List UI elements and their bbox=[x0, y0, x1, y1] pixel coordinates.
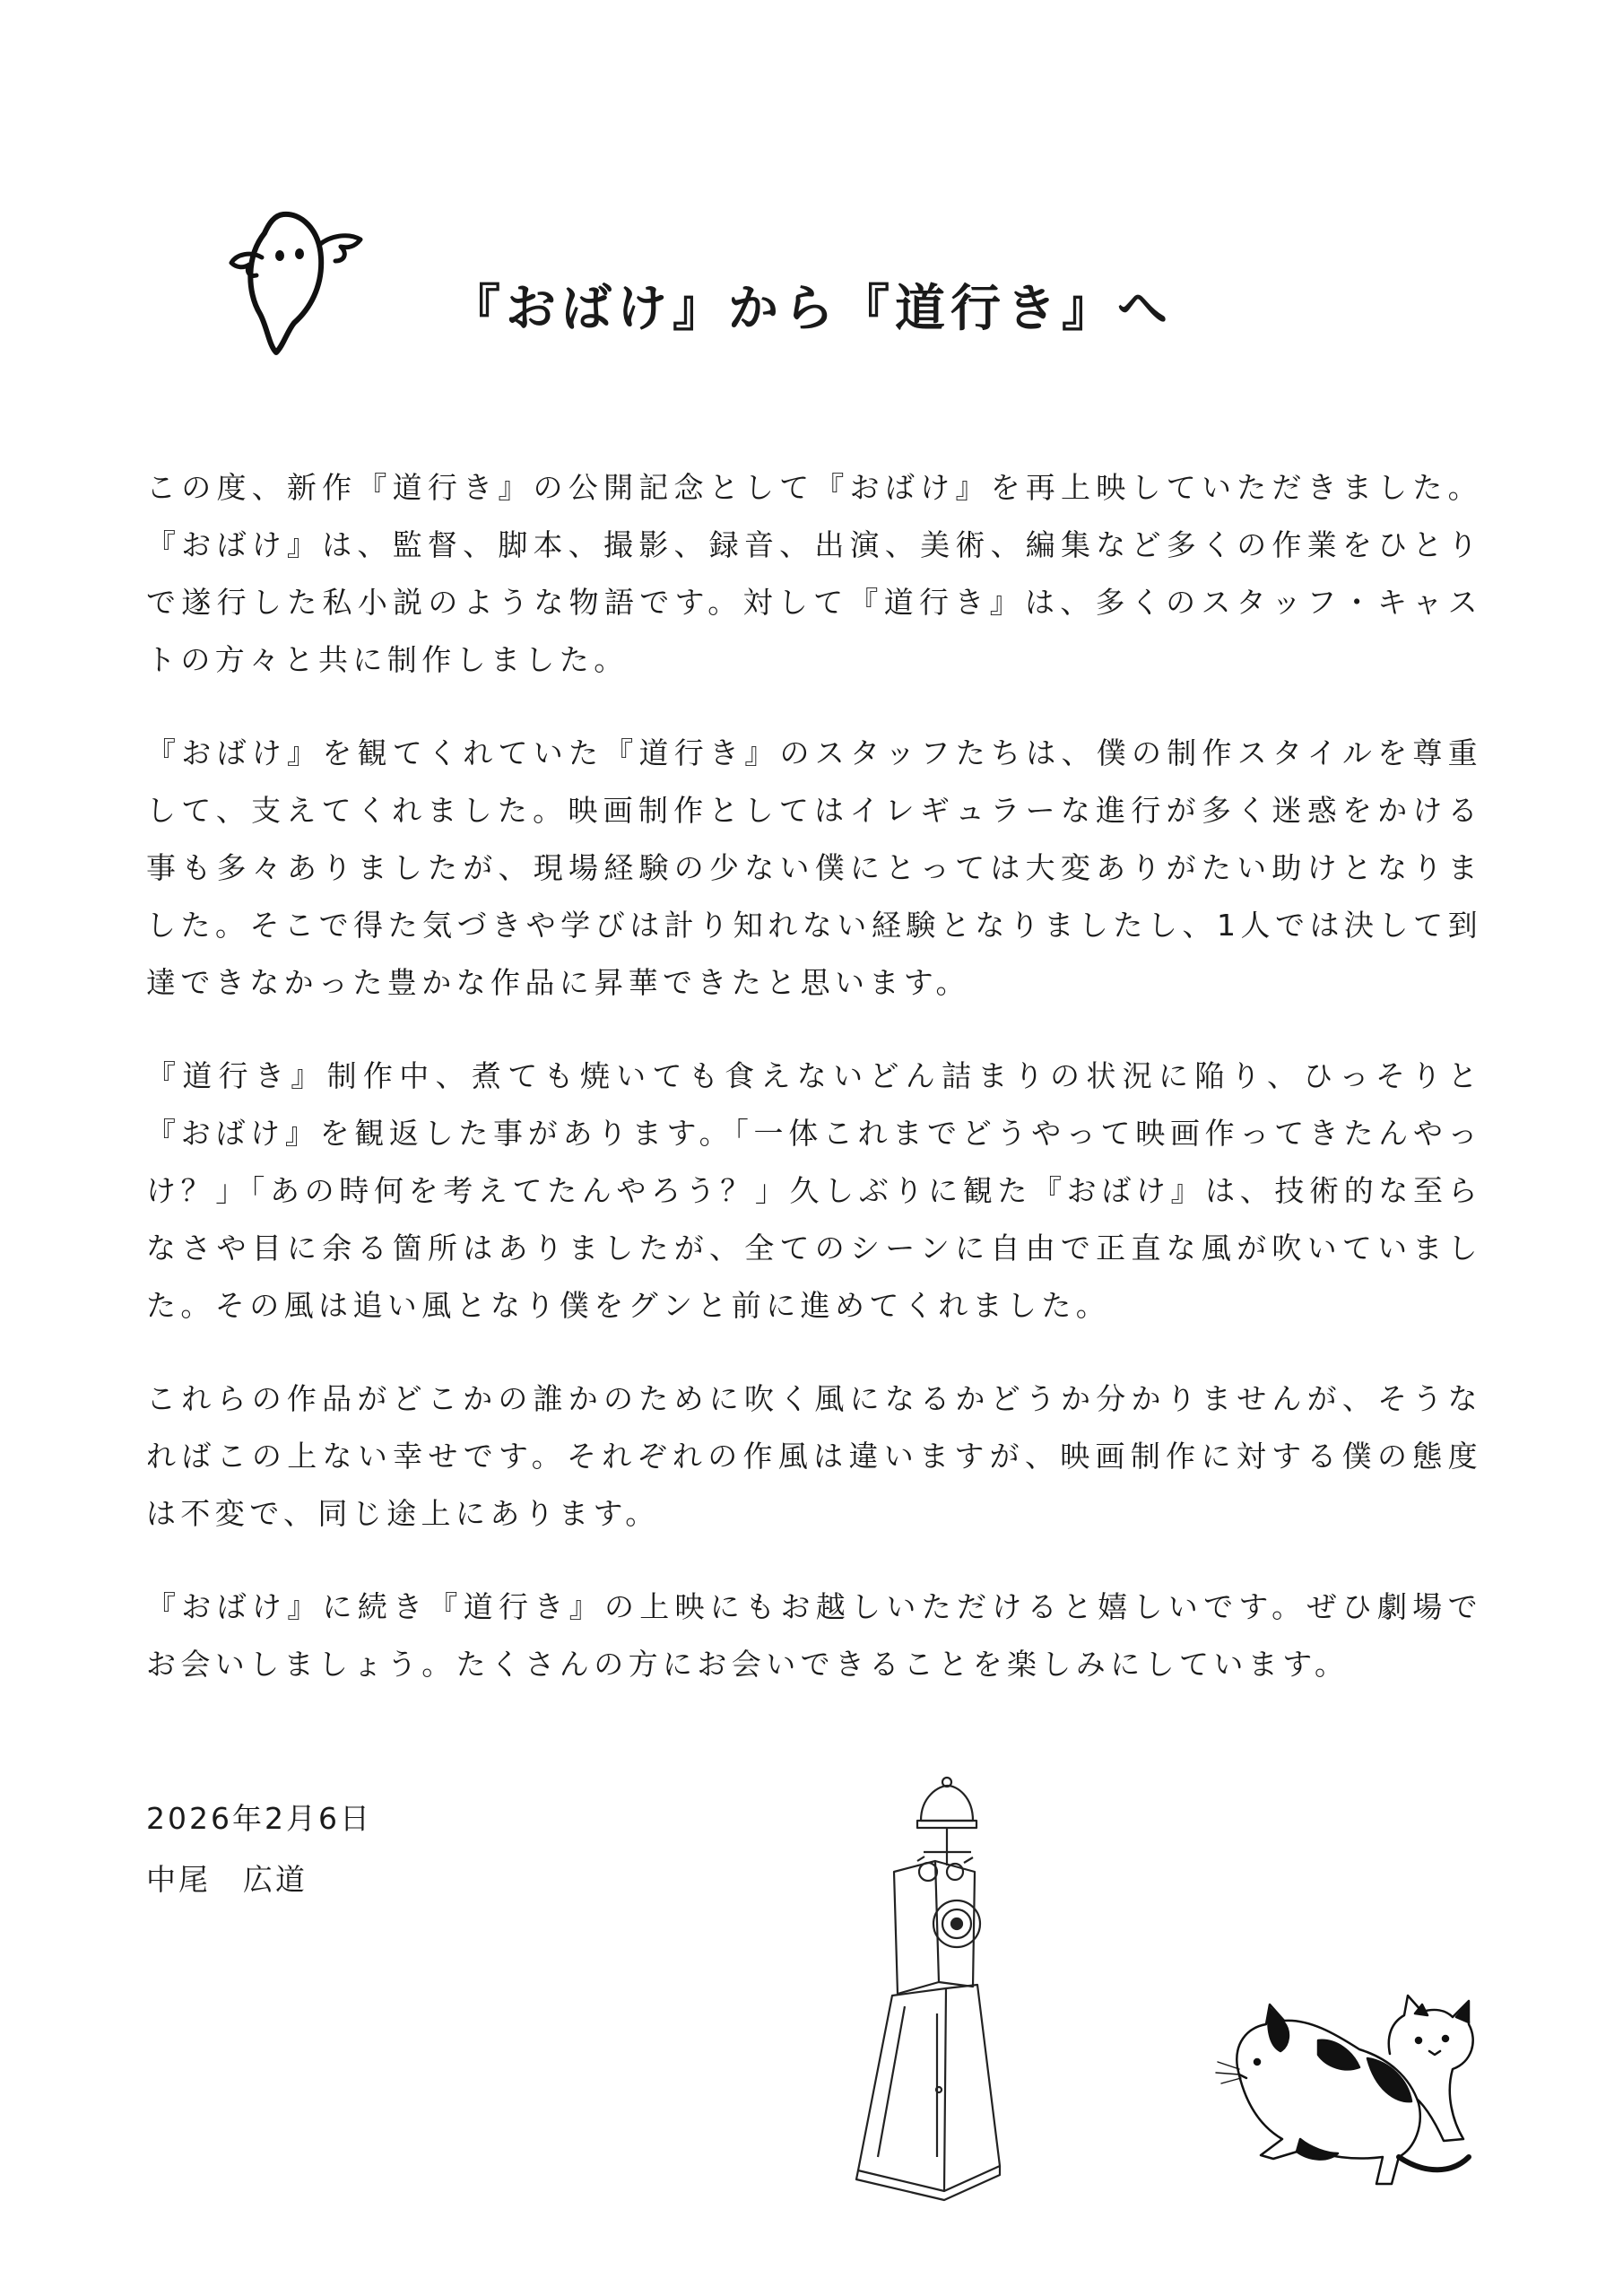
cats-drawing bbox=[1184, 1969, 1497, 2193]
page-title: 『おばけ』から『道行き』へ bbox=[450, 280, 1173, 338]
paragraph: 『おばけ』に続き『道行き』の上映にもお越しいただけると嬉しいです。ぜひ劇場でお会いしましょう。たくさんの方にお会いできることを楽しみにしています。 bbox=[146, 1589, 1482, 1682]
projector-drawing bbox=[838, 1771, 1040, 2202]
author-signature: 中尾 広道 bbox=[146, 1862, 308, 1897]
paragraph: 『道行き』制作中、煮ても焼いても食えないどん詰まりの状況に陥り、ひっそりと『おばけ』を観返した事があります。「一体これまでどうやって映画作ってきたんやっけ？」「あの時何を考えてたんやろう？」久しぶりに観た『おばけ』は、技術的な至らなさや目に余る箇所はありましたが、全てのシーンに自由で正直な風が吹いていました。その風は追い風となり僕をグンと前に進めてくれました。 bbox=[146, 1058, 1482, 1323]
paragraph: これらの作品がどこかの誰かのために吹く風になるかどうか分かりませんが、そうなればこの上ない幸せです。それぞれの作風は違いますが、映画制作に対する僕の態度は不変で、同じ途上にあります。 bbox=[146, 1381, 1482, 1531]
letter-date: 2026年2月6日 bbox=[146, 1801, 372, 1836]
paragraph: 『おばけ』を観てくれていた『道行き』のスタッフたちは、僕の制作スタイルを尊重して、支えてくれました。映画制作としてはイレギュラーな進行が多く迷惑をかける事も多々ありましたが、現場経験の少ない僕にとっては大変ありがたい助けとなりました。そこで得た気づきや学びは計り知れない経験となりましたし、1人では決して到達できなかった豊かな作品に昇華できたと思います。 bbox=[146, 735, 1482, 1000]
letter-body bbox=[146, 459, 1482, 1729]
paragraph: この度、新作『道行き』の公開記念として『おばけ』を再上映していただきました。『おばけ』は、監督、脚本、撮影、録音、出演、美術、編集など多くの作業をひとりで遂行した私小説のような物語です。対して『道行き』は、多くのスタッフ・キャストの方々と共に制作しました。 bbox=[146, 470, 1482, 677]
